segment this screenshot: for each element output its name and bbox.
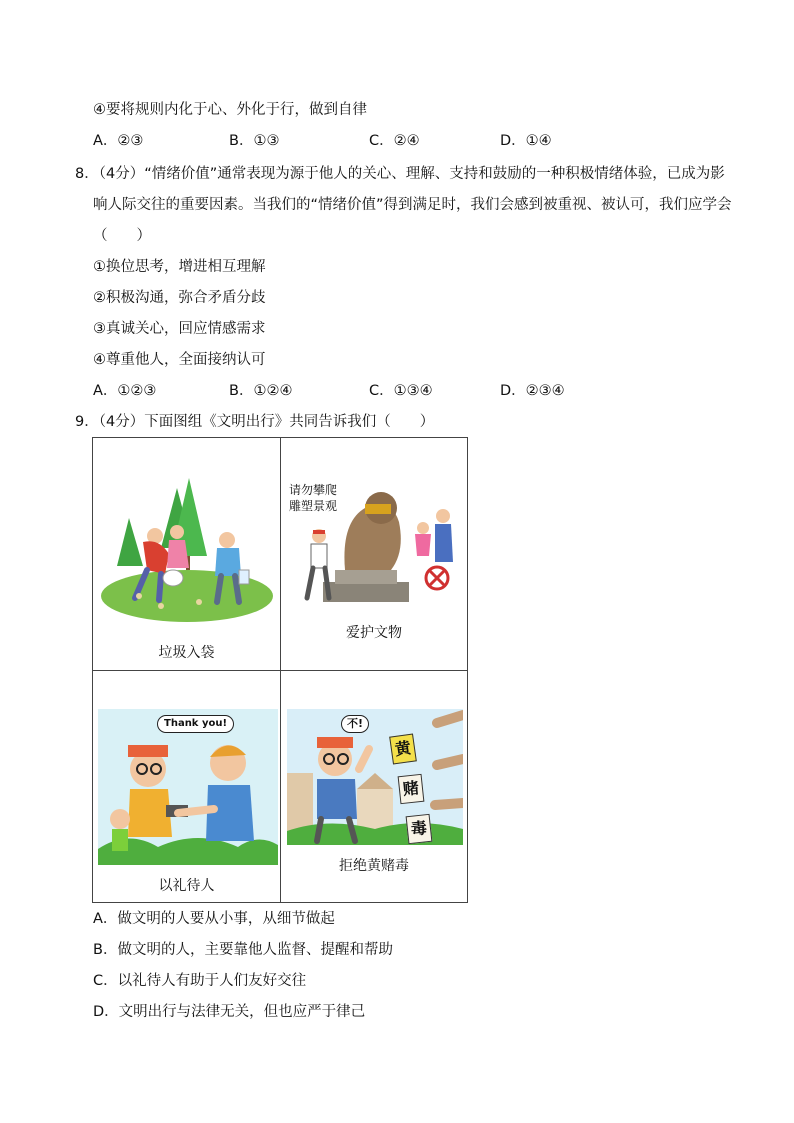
q8-item-1: ①换位思考，增进相互理解 [93, 259, 266, 275]
sign-line-1: 请勿攀爬 [289, 483, 338, 497]
q8-options [93, 381, 733, 401]
q8-stem-line-2: 响人际交往的重要因素。当我们的“情绪价值”得到满足时，我们会感到被重视、被认可，我们应学会 [93, 197, 732, 213]
statue-illustration [295, 482, 461, 606]
panel-2-caption: 爱护文物 [346, 625, 402, 641]
sign-line-2: 雕塑景观 [289, 499, 338, 513]
q8-answer-blank: （ ） [93, 228, 151, 244]
panel-4-caption: 拒绝黄赌毒 [339, 858, 409, 874]
card-gambling: 赌 [398, 774, 425, 804]
q8-item-3: ③真诚关心，回应情感需求 [93, 321, 266, 337]
q9-option-a[interactable]: A．做文明的人要从小事，从细节做起 [93, 911, 335, 927]
q8-option-c[interactable]: C．①③④ [369, 383, 433, 399]
q9-option-c[interactable]: C．以礼待人有助于人们友好交往 [93, 973, 307, 989]
panel-3-caption: 以礼待人 [158, 878, 215, 894]
q8-item-4: ④尊重他人，全面接纳认可 [93, 352, 266, 368]
q9-option-d[interactable]: D．文明出行与法律无关，但也应严于律己 [93, 1004, 366, 1020]
q8-option-a[interactable]: A．①②③ [93, 383, 157, 399]
card-pornography: 黄 [389, 733, 417, 764]
litter-pickup-illustration [99, 478, 275, 628]
q8-item-2: ②积极沟通，弥合矛盾分歧 [93, 290, 266, 306]
thank-you-speech-bubble: Thank you! [157, 715, 234, 733]
q7-option-d[interactable]: D．①④ [500, 133, 552, 149]
q7-options [93, 131, 733, 151]
q7-item-4: ④要将规则内化于心、外化于行，做到自律 [93, 102, 367, 118]
panel-refuse-vice [281, 671, 467, 902]
q9-stem: 9．（4分）下面图组《文明出行》共同告诉我们（ ） [75, 414, 435, 430]
q7-option-b[interactable]: B．①③ [229, 133, 280, 149]
q7-option-c[interactable]: C．②④ [369, 133, 420, 149]
refuse-vice-illustration [287, 709, 463, 845]
card-drugs: 毒 [406, 814, 433, 844]
panel-1-caption: 垃圾入袋 [158, 645, 215, 661]
q9-image-grid [92, 437, 468, 903]
panel-courtesy [93, 671, 280, 902]
panel-litter-into-bag [93, 438, 280, 670]
q7-option-a[interactable]: A．②③ [93, 133, 144, 149]
q8-stem-line-1: 8．（4分）“情绪价值”通常表现为源于他人的关心、理解、支持和鼓励的一种积极情绪体验，已成为影 [75, 166, 725, 182]
q8-option-d[interactable]: D．②③④ [500, 383, 565, 399]
q8-option-b[interactable]: B．①②④ [229, 383, 293, 399]
q9-option-b[interactable]: B．做文明的人，主要靠他人监督、提醒和帮助 [93, 942, 393, 958]
refuse-speech-bubble: 不! [341, 715, 369, 733]
panel-protect-relics [281, 438, 467, 670]
